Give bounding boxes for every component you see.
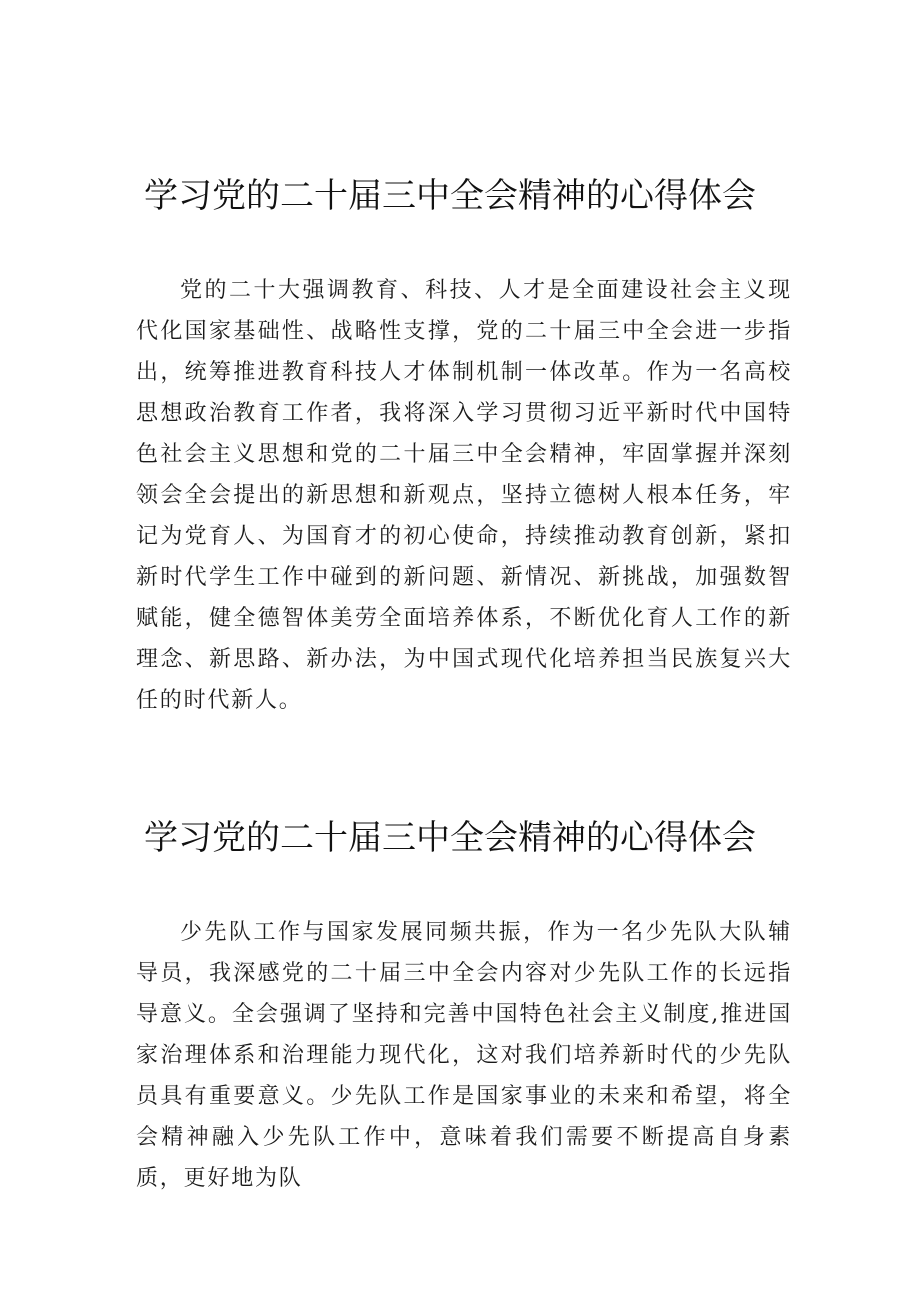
section-2-body: 少先队工作与国家发展同频共振，作为一名少先队大队辅导员，我深感党的二十届三中全会内容对少先队工作的长远指导意义。全会强调了坚持和完善中国特色社会主义制度,推进国家治理体系和治理能力现代化，这对我们培养新时代的少先队员具有重要意义。少先队工作是国家事业的未来和希望，将全会精神融入少先队工作中，意味着我们需要不断提高自身素质，更好地为队 <box>136 920 792 1191</box>
section-2-title: 学习党的二十届三中全会精神的心得体会 <box>144 818 756 858</box>
section-1-body: 党的二十大强调教育、科技、人才是全面建设社会主义现代化国家基础性、战略性支撑，党的二十届三中全会进一步指出，统筹推进教育科技人才体制机制一体改革。作为一名高校思想政治教育工作者，我将深入学习贯彻习近平新时代中国特色社会主义思想和党的二十届三中全会精神，牢固掌握并深刻领会全会提出的新思想和新观点，坚持立德树人根本任务，牢记为党育人、为国育才的初心使命，持续推动教育创新，紧扣新时代学生工作中碰到的新问题、新情况、新挑战，加强数智赋能，健全德智体美劳全面培养体系，不断优化育人工作的新理念、新思路、新办法，为中国式现代化培养担当民族复兴大任的时代新人。 <box>136 278 792 713</box>
section-1-title: 学习党的二十届三中全会精神的心得体会 <box>144 176 756 216</box>
